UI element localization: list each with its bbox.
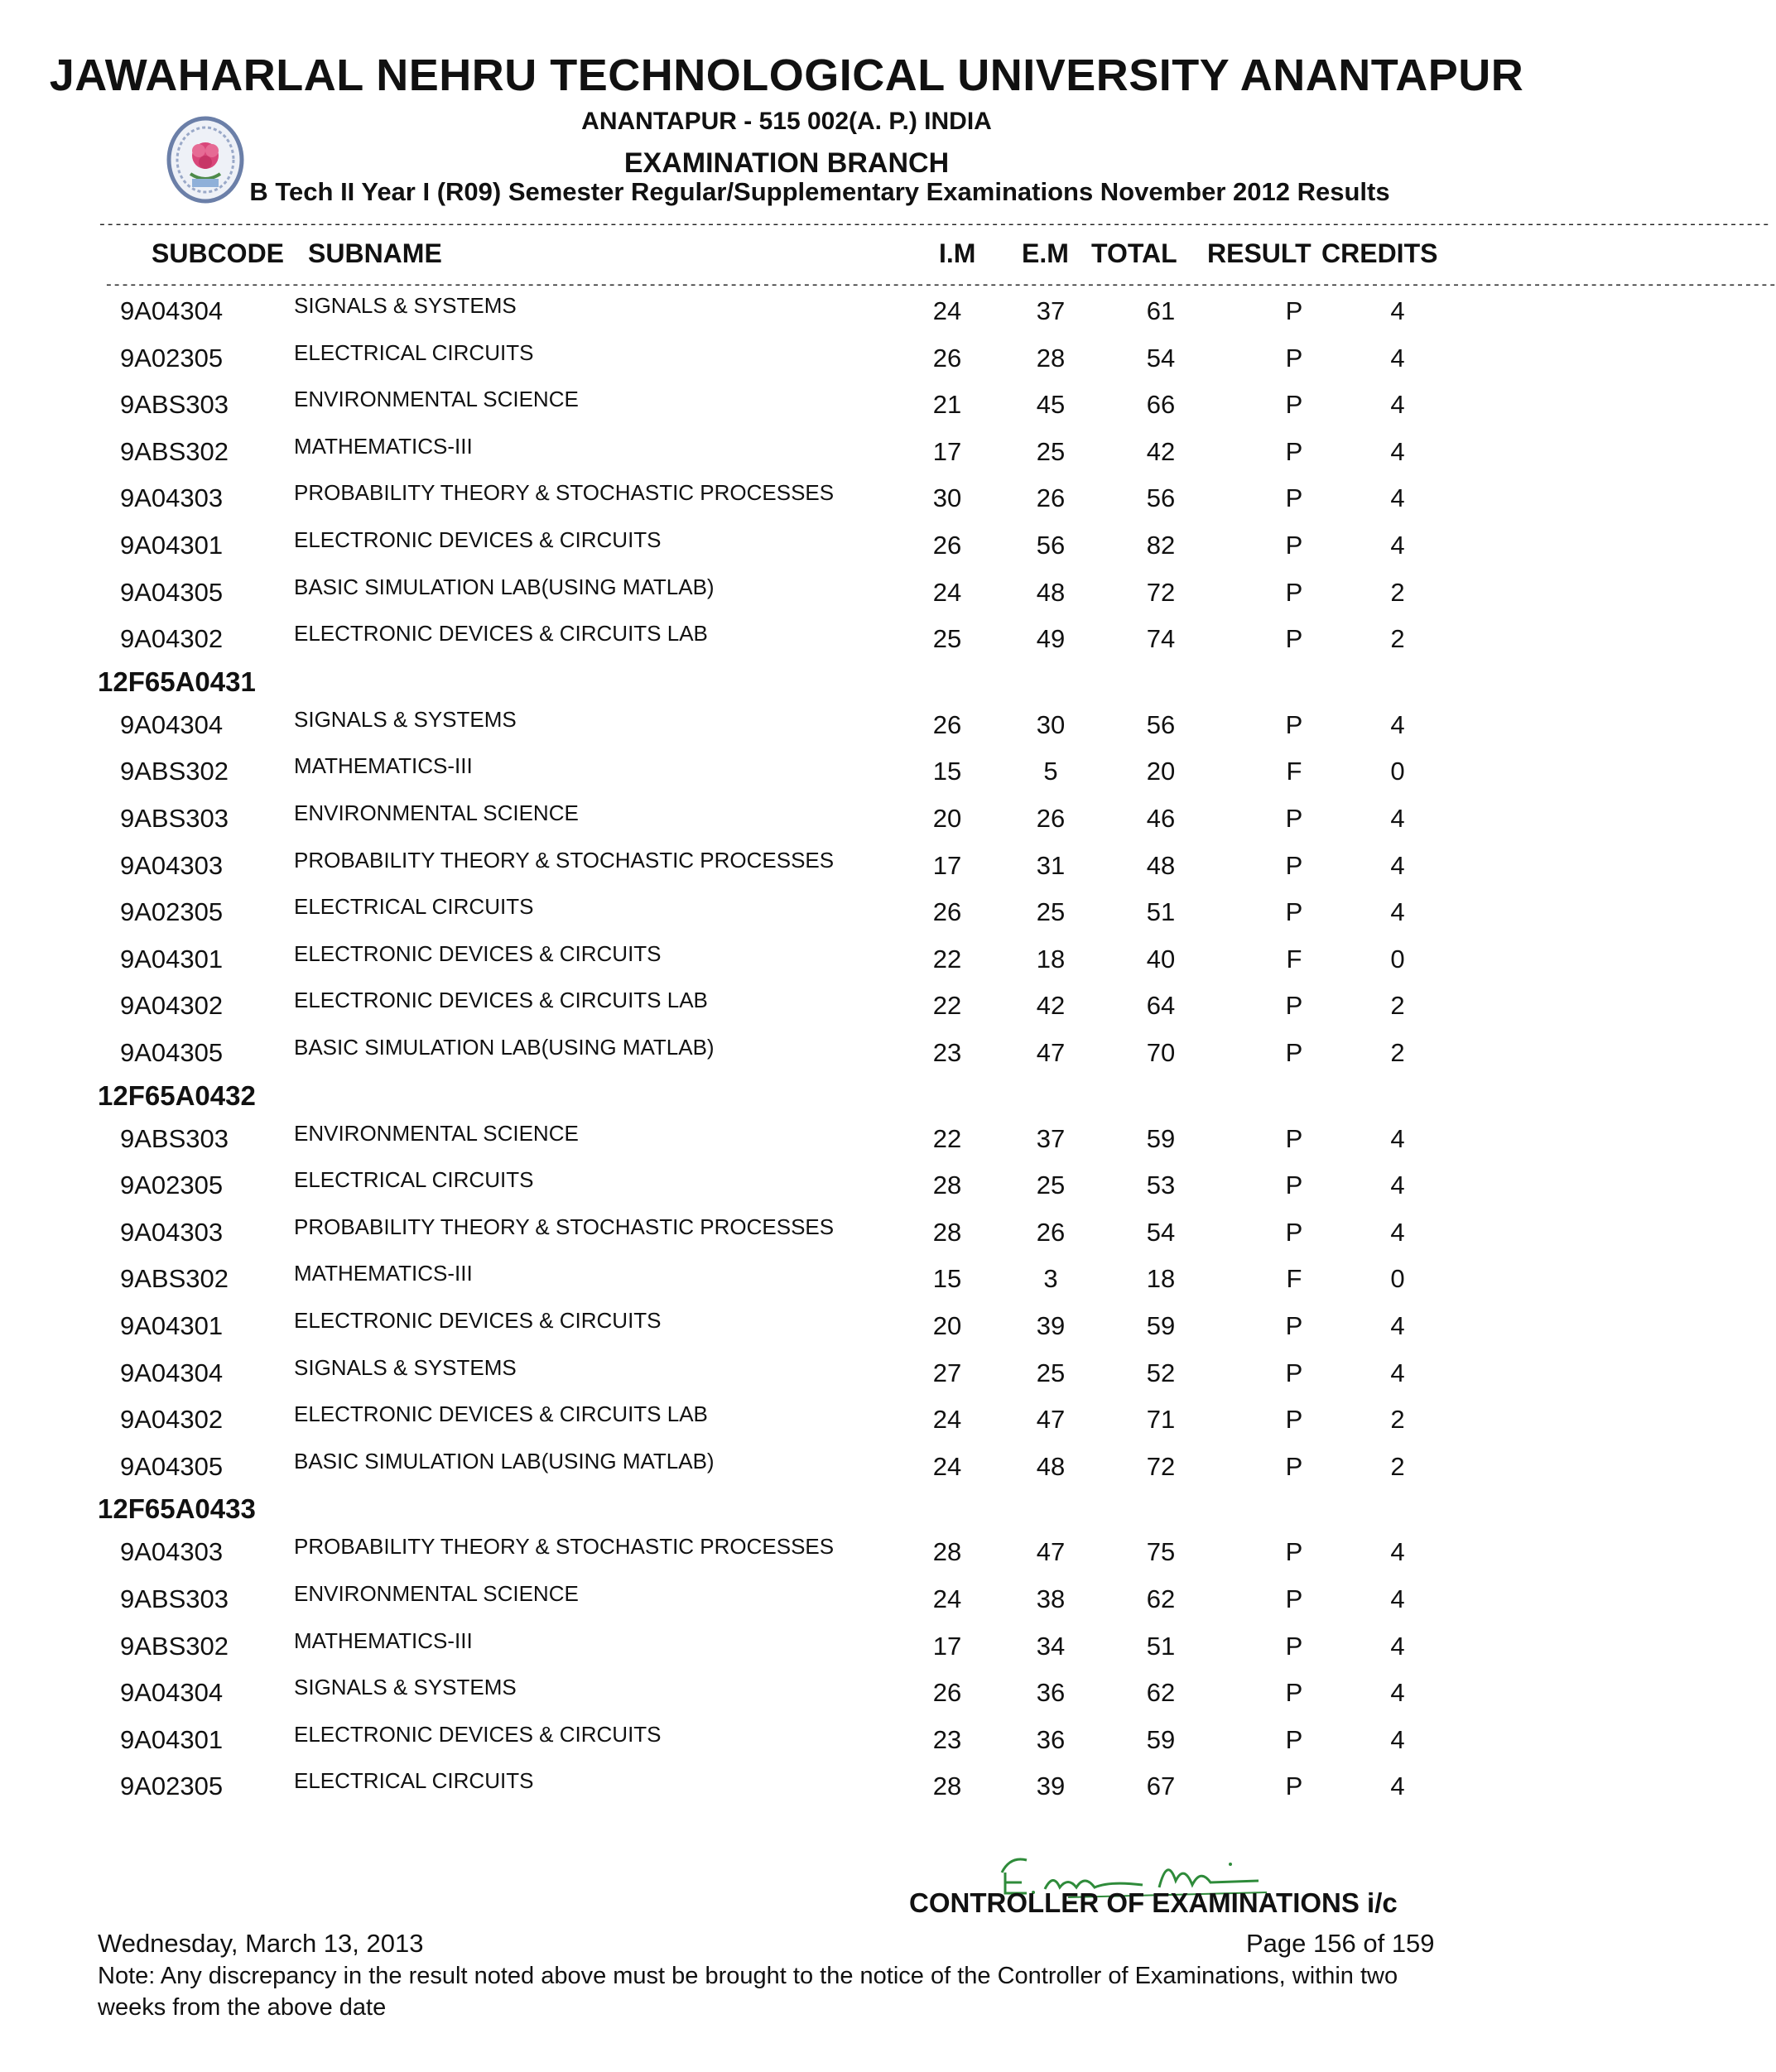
result-status: P xyxy=(1285,624,1303,654)
subject-name: ELECTRONIC DEVICES & CIRCUITS xyxy=(294,527,662,552)
total-marks: 52 xyxy=(1146,1358,1176,1387)
column-header-im: I.M xyxy=(939,238,976,268)
subject-code: 9A04303 xyxy=(120,1537,224,1567)
credits-earned: 4 xyxy=(1390,1631,1405,1661)
internal-marks: 24 xyxy=(932,1584,962,1613)
credits-earned: 4 xyxy=(1390,436,1405,466)
subject-name: BASIC SIMULATION LAB(USING MATLAB) xyxy=(294,1448,715,1473)
internal-marks: 26 xyxy=(932,1678,962,1708)
subject-code: 9ABS302 xyxy=(120,1264,229,1294)
subject-name: ELECTRICAL CIRCUITS xyxy=(294,1768,534,1794)
external-marks: 47 xyxy=(1036,1537,1066,1567)
credits-earned: 4 xyxy=(1390,1171,1405,1200)
university-title: JAWAHARLAL NEHRU TECHNOLOGICAL UNIVERSITY ANANTAPUR xyxy=(49,50,1524,100)
credits-earned: 2 xyxy=(1390,991,1405,1021)
internal-marks: 24 xyxy=(932,1451,962,1481)
subject-code: 9ABS302 xyxy=(120,436,229,466)
column-header-em: E.M xyxy=(1022,238,1069,268)
subject-name: ELECTRONIC DEVICES & CIRCUITS LAB xyxy=(294,988,708,1013)
credits-earned: 0 xyxy=(1390,944,1405,974)
credits-earned: 4 xyxy=(1390,1678,1405,1708)
external-marks: 18 xyxy=(1036,944,1066,974)
result-status: P xyxy=(1285,436,1303,466)
external-marks: 25 xyxy=(1036,436,1066,466)
subject-name: PROBABILITY THEORY & STOCHASTIC PROCESSES xyxy=(294,1214,835,1239)
external-marks: 25 xyxy=(1036,897,1066,927)
external-marks: 37 xyxy=(1036,1123,1066,1153)
result-status: F xyxy=(1286,757,1302,786)
credits-earned: 4 xyxy=(1390,897,1405,927)
credits-earned: 4 xyxy=(1390,1584,1405,1613)
result-status: P xyxy=(1285,1217,1303,1247)
external-marks: 47 xyxy=(1036,1038,1066,1067)
subject-code: 9ABS303 xyxy=(120,1584,229,1613)
external-marks: 31 xyxy=(1036,850,1066,880)
result-status: P xyxy=(1285,804,1303,833)
subject-code: 9A04304 xyxy=(120,709,224,739)
credits-earned: 2 xyxy=(1390,624,1405,654)
total-marks: 82 xyxy=(1146,531,1176,560)
column-header-subname: SUBNAME xyxy=(308,238,442,268)
total-marks: 59 xyxy=(1146,1724,1176,1754)
result-status: P xyxy=(1285,1724,1303,1754)
credits-earned: 2 xyxy=(1390,1451,1405,1481)
subject-name: MATHEMATICS-III xyxy=(294,1261,473,1286)
total-marks: 51 xyxy=(1146,897,1176,927)
total-marks: 18 xyxy=(1146,1264,1176,1294)
subject-code: 9A04301 xyxy=(120,1311,224,1340)
external-marks: 42 xyxy=(1036,991,1066,1021)
internal-marks: 20 xyxy=(932,804,962,833)
result-status: P xyxy=(1285,1451,1303,1481)
internal-marks: 28 xyxy=(932,1217,962,1247)
internal-marks: 26 xyxy=(932,709,962,739)
internal-marks: 28 xyxy=(932,1772,962,1801)
external-marks: 38 xyxy=(1036,1584,1066,1613)
subject-name: ELECTRICAL CIRCUITS xyxy=(294,1167,534,1193)
result-status: P xyxy=(1285,1772,1303,1801)
external-marks: 48 xyxy=(1036,577,1066,607)
result-status: P xyxy=(1285,296,1303,325)
result-status: F xyxy=(1286,1264,1302,1294)
subject-code: 9A04305 xyxy=(120,1038,224,1067)
total-marks: 64 xyxy=(1146,991,1176,1021)
credits-earned: 4 xyxy=(1390,1537,1405,1567)
external-marks: 39 xyxy=(1036,1772,1066,1801)
page-number: Page 156 of 159 xyxy=(1246,1929,1435,1958)
result-status: P xyxy=(1285,709,1303,739)
result-status: P xyxy=(1285,1311,1303,1340)
total-marks: 40 xyxy=(1146,944,1176,974)
roll-number: 12F65A0433 xyxy=(98,1493,256,1525)
result-status: P xyxy=(1285,390,1303,420)
external-marks: 30 xyxy=(1036,709,1066,739)
internal-marks: 17 xyxy=(932,436,962,466)
examination-branch: EXAMINATION BRANCH xyxy=(623,147,950,179)
total-marks: 53 xyxy=(1146,1171,1176,1200)
external-marks: 28 xyxy=(1036,343,1066,373)
subject-code: 9A04303 xyxy=(120,1217,224,1247)
subject-code: 9A04305 xyxy=(120,577,224,607)
credits-earned: 0 xyxy=(1390,757,1405,786)
subject-name: PROBABILITY THEORY & STOCHASTIC PROCESSES xyxy=(294,1534,835,1560)
subject-code: 9ABS303 xyxy=(120,1123,229,1153)
credits-earned: 4 xyxy=(1390,850,1405,880)
credits-earned: 4 xyxy=(1390,1311,1405,1340)
controller-of-examinations: CONTROLLER OF EXAMINATIONS i/c xyxy=(909,1887,1398,1918)
subject-code: 9A04302 xyxy=(120,624,224,654)
subject-name: MATHEMATICS-III xyxy=(294,433,473,459)
result-status: P xyxy=(1285,850,1303,880)
external-marks: 49 xyxy=(1036,624,1066,654)
result-status: F xyxy=(1286,944,1302,974)
total-marks: 56 xyxy=(1146,483,1176,513)
result-status: P xyxy=(1285,1123,1303,1153)
credits-earned: 4 xyxy=(1390,296,1405,325)
credits-earned: 4 xyxy=(1390,709,1405,739)
subject-code: 9A02305 xyxy=(120,897,224,927)
external-marks: 39 xyxy=(1036,1311,1066,1340)
total-marks: 75 xyxy=(1146,1537,1176,1567)
roll-number: 12F65A0431 xyxy=(98,666,256,697)
total-marks: 71 xyxy=(1146,1405,1176,1435)
total-marks: 66 xyxy=(1146,390,1176,420)
subject-name: ELECTRICAL CIRCUITS xyxy=(294,894,534,920)
result-status: P xyxy=(1285,577,1303,607)
subject-name: SIGNALS & SYSTEMS xyxy=(294,293,517,318)
subject-name: ELECTRONIC DEVICES & CIRCUITS xyxy=(294,1308,662,1333)
subject-code: 9A04301 xyxy=(120,531,224,560)
subject-code: 9A04305 xyxy=(120,1451,224,1481)
result-status: P xyxy=(1285,1405,1303,1435)
credits-earned: 4 xyxy=(1390,343,1405,373)
result-status: P xyxy=(1285,1537,1303,1567)
internal-marks: 27 xyxy=(932,1358,962,1387)
internal-marks: 24 xyxy=(932,577,962,607)
subject-name: ENVIRONMENTAL SCIENCE xyxy=(294,800,579,825)
internal-marks: 22 xyxy=(932,991,962,1021)
report-date: Wednesday, March 13, 2013 xyxy=(98,1929,424,1958)
subject-code: 9A04304 xyxy=(120,1358,224,1387)
external-marks: 26 xyxy=(1036,804,1066,833)
internal-marks: 15 xyxy=(932,1264,962,1294)
credits-earned: 2 xyxy=(1390,1405,1405,1435)
total-marks: 46 xyxy=(1146,804,1176,833)
total-marks: 59 xyxy=(1146,1123,1176,1153)
internal-marks: 30 xyxy=(932,483,962,513)
subject-code: 9A04303 xyxy=(120,483,224,513)
result-status: P xyxy=(1285,1631,1303,1661)
external-marks: 37 xyxy=(1036,296,1066,325)
subject-code: 9A02305 xyxy=(120,1171,224,1200)
external-marks: 48 xyxy=(1036,1451,1066,1481)
external-marks: 36 xyxy=(1036,1724,1066,1754)
credits-earned: 2 xyxy=(1390,1038,1405,1067)
total-marks: 51 xyxy=(1146,1631,1176,1661)
subject-code: 9A04304 xyxy=(120,296,224,325)
result-status: P xyxy=(1285,483,1303,513)
subject-code: 9A04303 xyxy=(120,850,224,880)
internal-marks: 26 xyxy=(932,531,962,560)
discrepancy-note: Note: Any discrepancy in the result noted above must be brought to the notice of the Controller of Examinations, within two weeks from the above date xyxy=(98,1963,1398,2021)
external-marks: 3 xyxy=(1043,1264,1058,1294)
subject-name: SIGNALS & SYSTEMS xyxy=(294,1354,517,1380)
external-marks: 45 xyxy=(1036,390,1066,420)
subject-name: PROBABILITY THEORY & STOCHASTIC PROCESSES xyxy=(294,847,835,873)
subject-name: ELECTRONIC DEVICES & CIRCUITS LAB xyxy=(294,1401,708,1427)
internal-marks: 20 xyxy=(932,1311,962,1340)
total-marks: 74 xyxy=(1146,624,1176,654)
subject-name: PROBABILITY THEORY & STOCHASTIC PROCESSES xyxy=(294,480,835,506)
internal-marks: 25 xyxy=(932,624,962,654)
internal-marks: 26 xyxy=(932,343,962,373)
subject-name: ENVIRONMENTAL SCIENCE xyxy=(294,1120,579,1146)
total-marks: 72 xyxy=(1146,577,1176,607)
credits-earned: 4 xyxy=(1390,1772,1405,1801)
external-marks: 25 xyxy=(1036,1358,1066,1387)
total-marks: 56 xyxy=(1146,709,1176,739)
external-marks: 56 xyxy=(1036,531,1066,560)
total-marks: 70 xyxy=(1146,1038,1176,1067)
subject-name: ELECTRONIC DEVICES & CIRCUITS xyxy=(294,1721,662,1747)
credits-earned: 4 xyxy=(1390,531,1405,560)
internal-marks: 24 xyxy=(932,1405,962,1435)
credits-earned: 4 xyxy=(1390,1358,1405,1387)
credits-earned: 4 xyxy=(1390,1724,1405,1754)
subject-name: BASIC SIMULATION LAB(USING MATLAB) xyxy=(294,1035,715,1060)
result-status: P xyxy=(1285,1678,1303,1708)
total-marks: 54 xyxy=(1146,1217,1176,1247)
subject-code: 9A04302 xyxy=(120,991,224,1021)
total-marks: 62 xyxy=(1146,1678,1176,1708)
total-marks: 48 xyxy=(1146,850,1176,880)
result-status: P xyxy=(1285,1038,1303,1067)
subject-code: 9A04304 xyxy=(120,1678,224,1708)
internal-marks: 22 xyxy=(932,944,962,974)
external-marks: 26 xyxy=(1036,1217,1066,1247)
subject-code: 9A02305 xyxy=(120,343,224,373)
total-marks: 67 xyxy=(1146,1772,1176,1801)
total-marks: 59 xyxy=(1146,1311,1176,1340)
credits-earned: 4 xyxy=(1390,1217,1405,1247)
subject-code: 9A04301 xyxy=(120,944,224,974)
subject-name: ELECTRONIC DEVICES & CIRCUITS xyxy=(294,940,662,966)
result-status: P xyxy=(1285,1171,1303,1200)
result-status: P xyxy=(1285,991,1303,1021)
result-status: P xyxy=(1285,343,1303,373)
result-status: P xyxy=(1285,1358,1303,1387)
internal-marks: 24 xyxy=(932,296,962,325)
roll-number: 12F65A0432 xyxy=(98,1079,256,1111)
subject-code: 9ABS302 xyxy=(120,757,229,786)
subject-name: ENVIRONMENTAL SCIENCE xyxy=(294,1581,579,1606)
subject-name: ELECTRICAL CIRCUITS xyxy=(294,339,534,365)
result-status: P xyxy=(1285,1584,1303,1613)
credits-earned: 4 xyxy=(1390,1123,1405,1153)
internal-marks: 22 xyxy=(932,1123,962,1153)
internal-marks: 15 xyxy=(932,757,962,786)
subject-name: MATHEMATICS-III xyxy=(294,753,473,779)
subject-name: ENVIRONMENTAL SCIENCE xyxy=(294,387,579,412)
total-marks: 54 xyxy=(1146,343,1176,373)
column-header-total: TOTAL xyxy=(1091,238,1177,268)
external-marks: 25 xyxy=(1036,1171,1066,1200)
exam-title: B Tech II Year I (R09) Semester Regular/Supplementary Examinations November 2012 Results xyxy=(249,177,1390,206)
external-marks: 5 xyxy=(1043,757,1058,786)
subject-name: MATHEMATICS-III xyxy=(294,1627,473,1653)
subject-name: BASIC SIMULATION LAB(USING MATLAB) xyxy=(294,574,715,599)
internal-marks: 26 xyxy=(932,897,962,927)
subject-name: ELECTRONIC DEVICES & CIRCUITS LAB xyxy=(294,621,708,647)
subject-code: 9ABS303 xyxy=(120,804,229,833)
total-marks: 20 xyxy=(1146,757,1176,786)
divider-top: -------------------------------------------------------------------------------------------------------------------------------------------------------------------------------------------------------------- xyxy=(98,217,1770,233)
subject-code: 9A04302 xyxy=(120,1405,224,1435)
university-address: ANANTAPUR - 515 002(A. P.) INDIA xyxy=(581,108,992,135)
credits-earned: 4 xyxy=(1390,804,1405,833)
subject-name: SIGNALS & SYSTEMS xyxy=(294,1675,517,1700)
total-marks: 62 xyxy=(1146,1584,1176,1613)
total-marks: 72 xyxy=(1146,1451,1176,1481)
credits-earned: 0 xyxy=(1390,1264,1405,1294)
subject-code: 9ABS302 xyxy=(120,1631,229,1661)
external-marks: 26 xyxy=(1036,483,1066,513)
divider-header: -------------------------------------------------------------------------------------------------------------------------------------------------------------------------------------------------------------- xyxy=(104,277,1776,294)
internal-marks: 23 xyxy=(932,1038,962,1067)
subject-code: 9A04301 xyxy=(120,1724,224,1754)
credits-earned: 4 xyxy=(1390,483,1405,513)
total-marks: 61 xyxy=(1146,296,1176,325)
internal-marks: 23 xyxy=(932,1724,962,1754)
subject-code: 9ABS303 xyxy=(120,390,229,420)
external-marks: 34 xyxy=(1036,1631,1066,1661)
credits-earned: 2 xyxy=(1390,577,1405,607)
internal-marks: 17 xyxy=(932,1631,962,1661)
external-marks: 36 xyxy=(1036,1678,1066,1708)
total-marks: 42 xyxy=(1146,436,1176,466)
column-header-subcode: SUBCODE xyxy=(152,238,285,268)
subject-code: 9A02305 xyxy=(120,1772,224,1801)
internal-marks: 28 xyxy=(932,1171,962,1200)
credits-earned: 4 xyxy=(1390,390,1405,420)
subject-name: SIGNALS & SYSTEMS xyxy=(294,706,517,732)
internal-marks: 21 xyxy=(932,390,962,420)
column-header-result: RESULT xyxy=(1207,238,1312,268)
result-status: P xyxy=(1285,531,1303,560)
internal-marks: 28 xyxy=(932,1537,962,1567)
column-header-credits: CREDITS xyxy=(1321,238,1438,268)
result-status: P xyxy=(1285,897,1303,927)
internal-marks: 17 xyxy=(932,850,962,880)
external-marks: 47 xyxy=(1036,1405,1066,1435)
